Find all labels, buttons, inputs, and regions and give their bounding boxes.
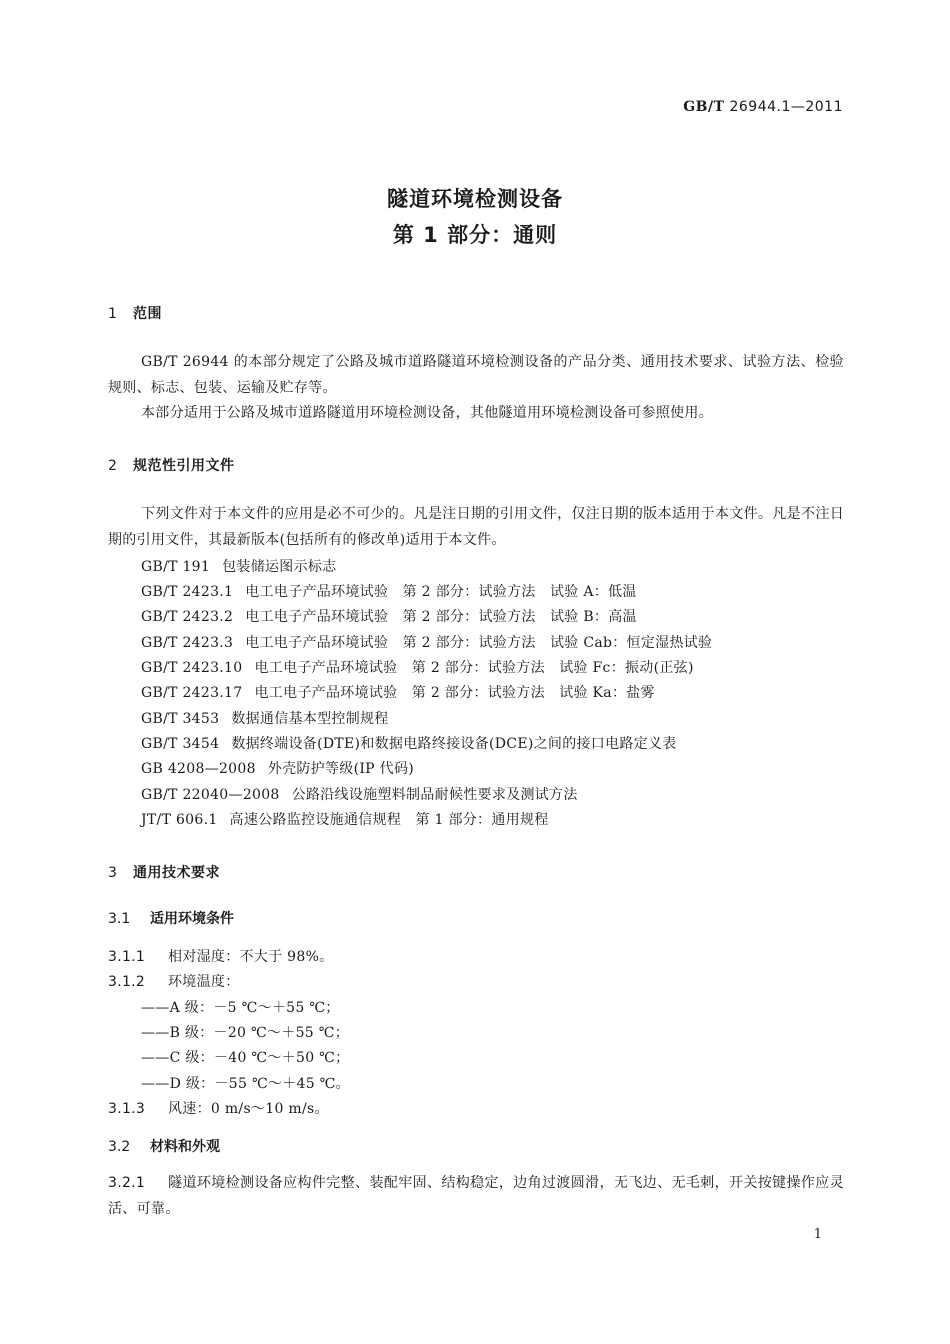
reference-item xyxy=(141,632,712,652)
subsection-title: 适用环境条件 xyxy=(150,911,234,927)
reference-item xyxy=(141,758,414,778)
reference-code: GB/T 2423.1 xyxy=(141,584,234,600)
clause-number: 3.1.1 xyxy=(108,949,146,965)
section-title: 规范性引用文件 xyxy=(133,458,235,474)
reference-item xyxy=(141,556,337,576)
reference-title: 公路沿线设施塑料制品耐候性要求及测试方法 xyxy=(291,787,578,803)
reference-code: GB/T 22040—2008 xyxy=(141,787,280,803)
reference-item xyxy=(141,682,655,702)
subsection-heading-materials xyxy=(108,1136,220,1156)
reference-item xyxy=(141,657,694,677)
reference-title: 电工电子产品环境试验 第 2 部分：试验方法 试验 A：低温 xyxy=(245,584,637,600)
normative-intro-paragraph: 下列文件对于本文件的应用是必不可少的。凡是注日期的引用文件，仅注日期的版本适用于本文件。凡是不注日期的引用文件，其最新版本(包括所有的修改单)适用于本文件。 xyxy=(108,506,844,548)
reference-title: 电工电子产品环境试验 第 2 部分：试验方法 试验 Fc：振动(正弦) xyxy=(254,660,694,676)
reference-item xyxy=(141,708,389,728)
clause-wind-speed xyxy=(108,1098,329,1118)
reference-title: 电工电子产品环境试验 第 2 部分：试验方法 试验 Ka：盐雾 xyxy=(254,685,655,701)
clause-text: 相对湿度：不大于 98%。 xyxy=(168,949,334,965)
standard-code xyxy=(683,99,843,115)
clause-humidity xyxy=(108,946,333,966)
section-heading-normative-references xyxy=(108,455,235,475)
clause-text: 隧道环境检测设备应构件完整、装配牢固、结构稳定，边角过渡圆滑，无飞边、无毛刺，开关按键操作应灵活、可靠。 xyxy=(108,1175,844,1217)
reference-code: GB/T 3453 xyxy=(141,711,220,727)
section-title: 通用技术要求 xyxy=(133,865,220,881)
clause-number: 3.2.1 xyxy=(108,1175,146,1191)
subsection-number: 3.2 xyxy=(108,1139,131,1155)
reference-code: JT/T 606.1 xyxy=(141,812,218,828)
clause-text: 环境温度： xyxy=(168,974,240,990)
clause-text: 风速：0 m/s～10 m/s。 xyxy=(168,1101,329,1117)
clause-appearance xyxy=(108,1171,844,1222)
reference-code: GB/T 3454 xyxy=(141,736,220,752)
scope-paragraph-1: GB/T 26944 的本部分规定了公路及城市道路隧道环境检测设备的产品分类、通用技术要求、试验方法、检验规则、标志、包装、运输及贮存等。 xyxy=(108,354,844,396)
reference-title: 高速公路监控设施通信规程 第 1 部分：通用规程 xyxy=(229,812,549,828)
section-number: 1 xyxy=(108,306,118,322)
subsection-number: 3.1 xyxy=(108,911,131,927)
standard-code-number: 26944.1—2011 xyxy=(724,99,843,115)
reference-title: 数据通信基本型控制规程 xyxy=(231,711,389,727)
clause-number: 3.1.2 xyxy=(108,974,146,990)
section-title: 范围 xyxy=(133,306,162,322)
reference-code: GB/T 2423.17 xyxy=(141,685,243,701)
temperature-class-b: ——B 级：－20 ℃～＋55 ℃； xyxy=(141,1025,349,1041)
page-number: 1 xyxy=(813,1227,822,1242)
reference-title: 包装储运图示标志 xyxy=(222,559,337,575)
scope-paragraph-2: 本部分适用于公路及城市道路隧道用环境检测设备，其他隧道用环境检测设备可参照使用。 xyxy=(141,405,713,421)
reference-title: 电工电子产品环境试验 第 2 部分：试验方法 试验 Cab：恒定湿热试验 xyxy=(245,635,713,651)
reference-code: GB/T 2423.3 xyxy=(141,635,234,651)
section-number: 2 xyxy=(108,458,118,474)
section-heading-general-requirements xyxy=(108,862,220,882)
reference-title: 外壳防护等级(IP 代码) xyxy=(267,761,415,777)
reference-title: 数据终端设备(DTE)和数据电路终接设备(DCE)之间的接口电路定义表 xyxy=(231,736,677,752)
reference-item xyxy=(141,784,578,804)
reference-item xyxy=(141,809,549,829)
section-number: 3 xyxy=(108,865,118,881)
document-title: 隧道环境检测设备 xyxy=(387,187,563,211)
section-heading-scope xyxy=(108,303,162,323)
reference-code: GB/T 191 xyxy=(141,559,211,575)
document-subtitle: 第 1 部分：通则 xyxy=(392,223,558,247)
temperature-class-a: ——A 级：－5 ℃～＋55 ℃； xyxy=(141,1000,340,1016)
reference-item xyxy=(141,581,637,601)
reference-code: GB/T 2423.2 xyxy=(141,609,234,625)
reference-item xyxy=(141,733,677,753)
temperature-class-d: ——D 级：－55 ℃～＋45 ℃。 xyxy=(141,1076,350,1092)
reference-code: GB 4208—2008 xyxy=(141,761,256,777)
temperature-class-c: ——C 级：－40 ℃～＋50 ℃； xyxy=(141,1050,350,1066)
clause-temperature xyxy=(108,971,240,991)
reference-title: 电工电子产品环境试验 第 2 部分：试验方法 试验 B：高温 xyxy=(245,609,637,625)
reference-item xyxy=(141,606,637,626)
clause-number: 3.1.3 xyxy=(108,1101,146,1117)
reference-code: GB/T 2423.10 xyxy=(141,660,243,676)
subsection-heading-environment xyxy=(108,908,234,928)
subsection-title: 材料和外观 xyxy=(150,1139,220,1155)
standard-code-prefix: GB/T xyxy=(683,99,725,115)
